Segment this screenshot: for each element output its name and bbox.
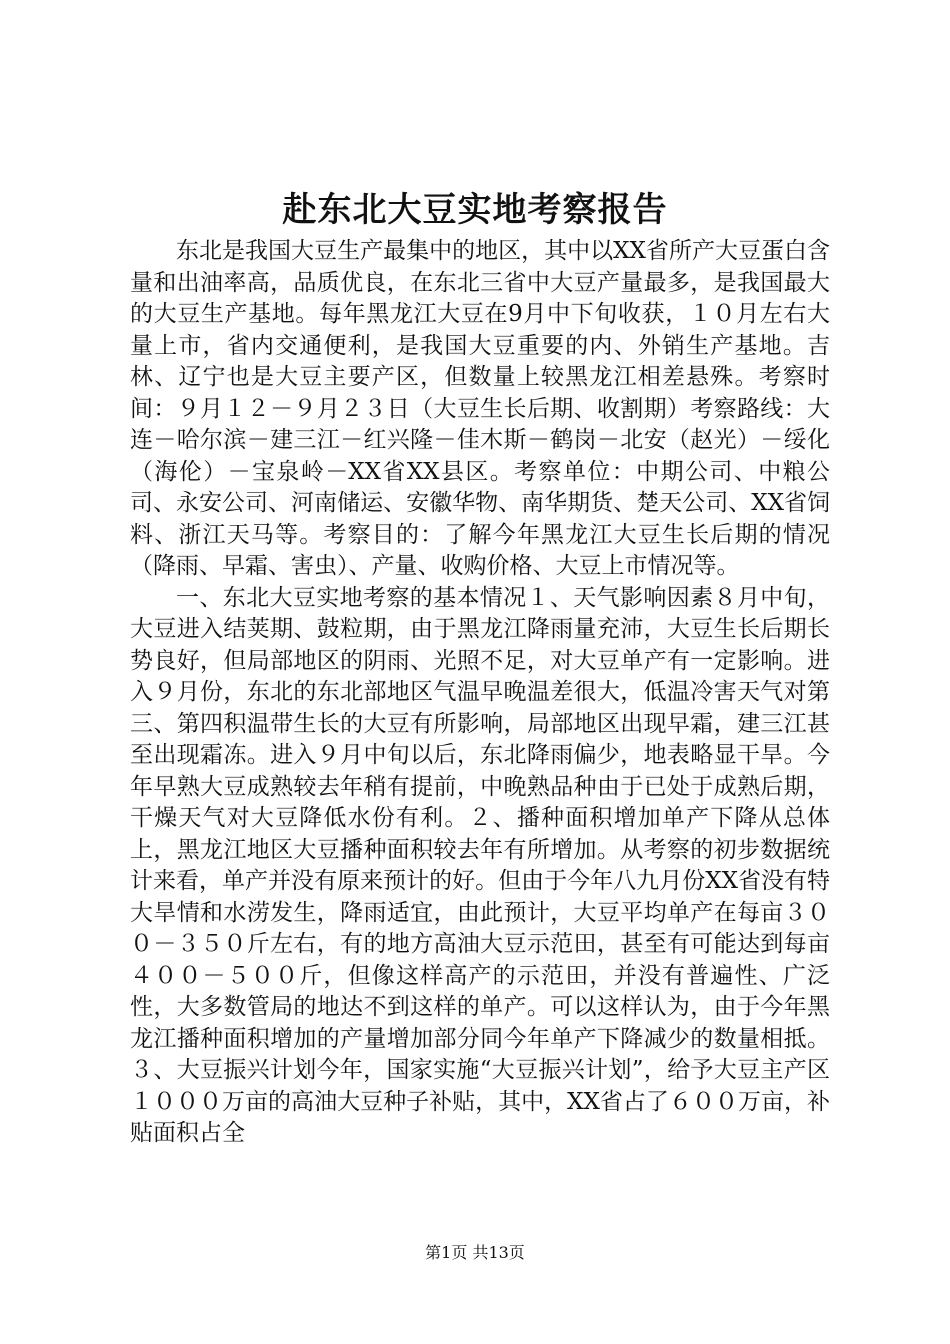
document-body <box>130 236 830 1150</box>
document-title: 赴东北大豆实地考察报告 <box>282 190 668 230</box>
paragraph-intro: 东北是我国大豆生产最集中的地区，其中以XX省所产大豆蛋白含量和出油率高，品质优良，在东北三省中大豆产量最多，是我国最大的大豆生产基地。每年黑龙江大豆在9月中下旬收获，１０月左右大量上市，省内交通便利，是我国大豆重要的内、外销生产基地。吉林、辽宁也是大豆主要产区，但数量上较黑龙江相差悬殊。考察时间：９月１２－９月２３日（大豆生长后期、收割期）考察路线：大连－哈尔滨－建三江－红兴隆－佳木斯－鹤岗－北安（赵光）－绥化（海伦）－宝泉岭－XX省XX县区。考察单位：中期公司、中粮公司、永安公司、河南储运、安徽华物、南华期货、楚天公司、XX省饲料、浙江天马等。考察目的：了解今年黑龙江大豆生长后期的情况（降雨、早霜、害虫）、产量、收购价格、大豆上市情况等。 <box>130 238 830 579</box>
page-number-footer: 第1页 共13页 <box>425 1243 525 1262</box>
paragraph-section-one: 一、东北大豆实地考察的基本情况１、天气影响因素８月中旬，大豆进入结荚期、鼓粒期，由于黑龙江降雨量充沛，大豆生长后期长势良好，但局部地区的阴雨、光照不足，对大豆单产有一定影响。进入９月份，东北的东北部地区气温早晚温差很大，低温冷害天气对第三、第四积温带生长的大豆有所影响，局部地区出现早霜，建三江甚至出现霜冻。进入９月中旬以后，东北降雨偏少，地表略显干旱。今年早熟大豆成熟较去年稍有提前，中晚熟品种由于已处于成熟后期，干燥天气对大豆降低水份有利。２、播种面积增加单产下降从总体上，黑龙江地区大豆播种面积较去年有所增加。从考察的初步数据统计来看，单产并没有原来预计的好。但由于今年八九月份XX省没有特大旱情和水涝发生，降雨适宜，由此预计，大豆平均单产在每亩３００－３５０斤左右，有的地方高油大豆示范田，甚至有可能达到每亩４００－５００斤，但像这样高产的示范田，并没有普遍性、广泛性，大多数管局的地达不到这样的单产。可以这样认为，由于今年黑龙江播种面积增加的产量增加部分同今年单产下降减少的数量相抵。３、大豆振兴计划今年，国家实施“大豆振兴计划”，给予大豆主产区１０００万亩的高油大豆种子补贴，其中，XX省占了６００万亩，补贴面积占全 <box>130 584 830 1146</box>
